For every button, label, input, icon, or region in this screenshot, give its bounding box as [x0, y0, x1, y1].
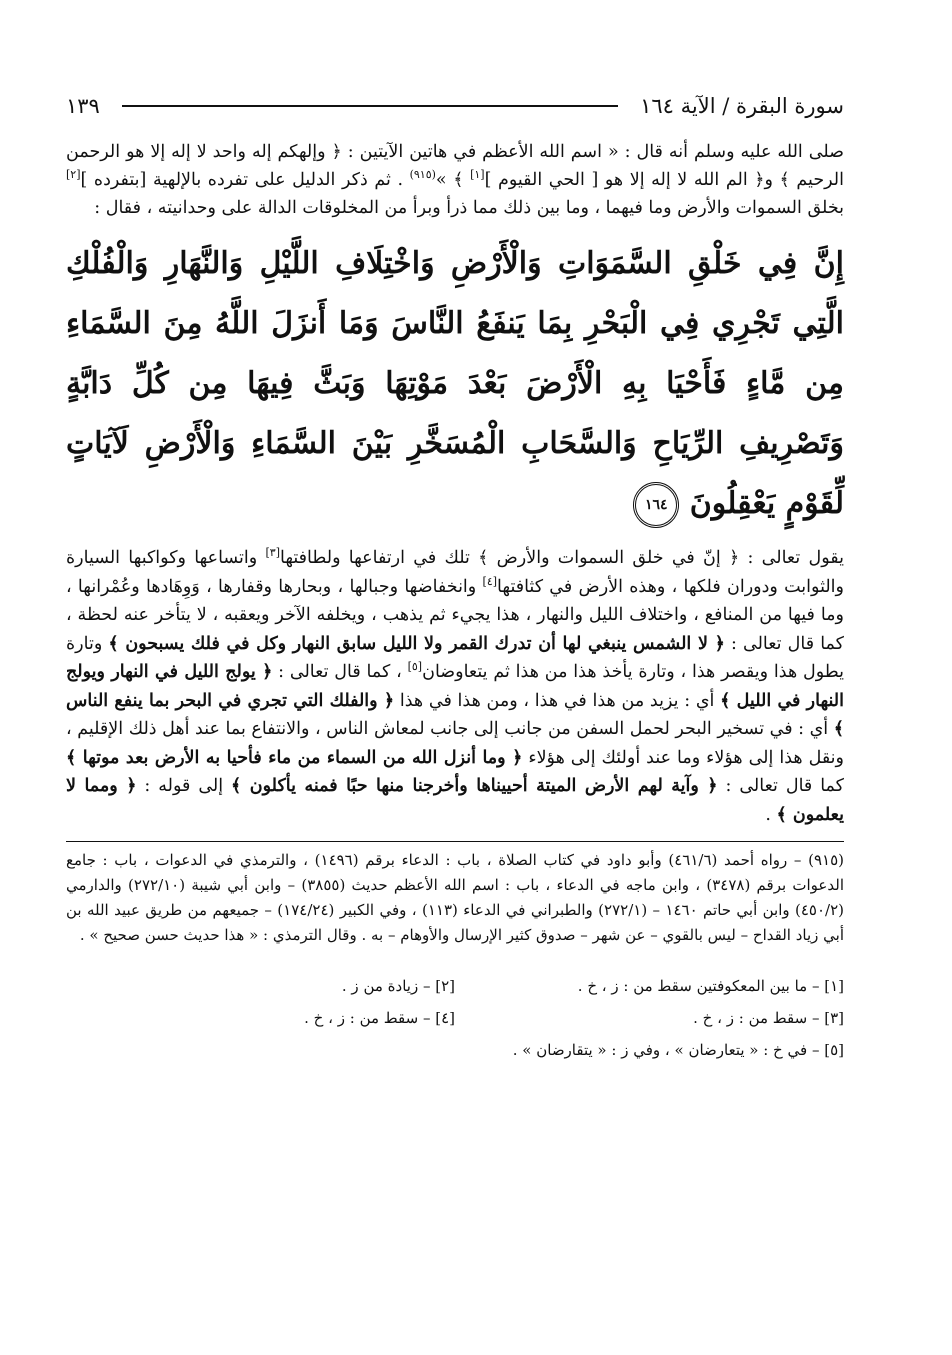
commentary-text: أي : في تسخير البحر لحمل السفن من جانب إلى جانب لمعاش الناس ، والانتفاع بما عند أهل ذلك الإقليم ، ونقل هذا إلى هؤلاء وما عند أولئك إلى هؤلاء — [66, 719, 844, 768]
commentary-text: . — [765, 804, 777, 825]
note-1: [١] – ما بين المعكوفتين سقط من : ز ، خ . — [577, 977, 844, 995]
commentary-text: ، كما قال تعالى : — [272, 662, 408, 682]
note-3: [٣] – سقط من : ز ، خ . — [693, 1009, 844, 1027]
commentary-paragraph — [66, 544, 844, 829]
notes-row — [66, 1002, 844, 1034]
note-5: [٥] – في خ : « يتعارضان » ، وفي ز : « يتقارضان » . — [512, 1041, 844, 1059]
running-header — [66, 88, 844, 124]
quoted-verse: ﴿ لا الشمس ينبغي لها أن تدرك القمر ولا الليل سابق النهار وكل في فلك يسبحون ﴾ — [108, 633, 725, 654]
commentary-text: واتساعها وكواكبها السيارة والثوابت ودوران فلكها ، وهذه الأرض في كثافتها — [66, 548, 844, 597]
quoted-verse: ﴿ يولج الليل في النهار ويولج النهار في الليل ﴾ — [66, 662, 844, 711]
notes-row — [66, 970, 844, 1002]
commentary-text: إلى قوله : — [136, 776, 232, 796]
manuscript-notes — [66, 970, 844, 1066]
quoted-verse: ﴿ وما أنزل الله من السماء من ماء فأحيا به الأرض بعد موتها ﴾ — [66, 747, 523, 768]
note-ref-4: [٤] — [482, 574, 498, 588]
note-2: [٢] – زيادة من ز . — [341, 977, 455, 995]
ayah-number-marker: ١٦٤ — [633, 482, 679, 528]
commentary-text: كما قال تعالى : — [717, 776, 844, 796]
quran-verse — [66, 234, 844, 534]
surah-title: سورة البقرة / الآية ١٦٤ — [640, 94, 844, 118]
hadith-footnote: (٩١٥) – رواه أحمد (٤٦١/٦) وأبو داود في كتاب الصلاة ، باب : الدعاء برقم (١٤٩٦) ، والترمذي في الدعوات ، باب : جامع الدعوات برقم (٣٤٧٨) ، وابن ماجه في الدعاء ، باب : اسم الله الأعظم حديث (٣٨٥٥) – وابن أبي شيبة (٢٧٢/١٠) والدارمي (٤٥٠/٢) وابن أبي حاتم ١٤٦٠ – (٢٧٢/١) والطبراني في الدعاء (١١٣) ، وفي الكبير (١٧٤/٢٤) – جميعهم من طريق عبيد الله بن أبي زياد القداح – ليس بالقوي – عن شهر – صدوق كثير الإرسال والأوهام – به . وقال الترمذي : « هذا حديث حسن صحيح » . — [66, 841, 844, 948]
quoted-verse: ﴿ ومما لا يعلمون ﴾ — [66, 776, 844, 825]
footnote-ref-915: (٩١٥) — [409, 168, 436, 182]
verse-text: إِنَّ فِي خَلْقِ السَّمَوَاتِ وَالْأَرْضِ وَاخْتِلَافِ اللَّيْلِ وَالنَّهَارِ وَالْفُلْكِ الَّتِي تَجْرِي فِي الْبَحْرِ بِمَا يَنفَعُ النَّاسَ وَمَا أَنزَلَ اللَّهُ مِنَ السَّمَاءِ مِن مَّاءٍ فَأَحْيَا بِهِ الْأَرْضَ بَعْدَ مَوْتِهَا وَبَثَّ فِيهَا مِن كُلِّ دَابَّةٍ وَتَصْرِيفِ الرِّيَاحِ وَالسَّحَابِ الْمُسَخَّرِ بَيْنَ السَّمَاءِ وَالْأَرْضِ لَآيَاتٍ لِّقَوْمٍ يَعْقِلُونَ — [66, 246, 844, 521]
page-number: ١٣٩ — [66, 94, 100, 118]
note-ref-2: [٢] — [66, 168, 81, 182]
note-ref-1: [١] — [470, 168, 485, 182]
commentary-text: وانخفاضها وجبالها ، وبحارها وقفارها ، وَوِهَادها وعُمْرانها ، وما فيها من المنافع ، واختلاف الليل والنهار ، هذا يجيء ثم يذهب ، ويخلفه الآخر ويعقبه ، لا يتأخر عنه لحظة ، كما قال تعالى : — [66, 576, 844, 654]
intro-text-2: ﴾ » — [435, 170, 471, 190]
note-4: [٤] – سقط من : ز ، خ . — [304, 1009, 455, 1027]
intro-paragraph — [66, 138, 844, 222]
note-ref-3: [٣] — [265, 546, 280, 560]
intro-text-1: صلى الله عليه وسلم أنه قال : « اسم الله الأعظم في هاتين الآيتين : ﴿ وإلهكم إله واحد لا إله إلا هو الرحمن الرحيم ﴾ و﴿ الم الله لا إله إلا هو [ الحي القيوم ] — [66, 142, 844, 190]
quoted-verse: ﴿ وآية لهم الأرض الميتة أحييناها وأخرجنا منها حبًا فمنه يأكلون ﴾ — [231, 776, 718, 796]
intro-text-3: . ثم ذكر الدليل على تفرده بالإلهية [بتفرده ] — [80, 170, 410, 190]
header-rule — [122, 105, 618, 107]
commentary-text: وتارة يطول هذا ويقصر هذا ، وتارة يأخذ هذا من هذا ثم يتعاوضان — [66, 633, 844, 682]
note-ref-5: [٥] — [407, 660, 423, 674]
notes-row — [66, 1034, 844, 1066]
quoted-verse: ﴿ والفلك التي تجري في البحر بما ينفع الناس ﴾ — [66, 690, 844, 739]
commentary-text: يقول تعالى : ﴿ إنّ في خلق السموات والأرض ﴾ تلك في ارتفاعها ولطافتها — [280, 548, 844, 568]
intro-text-4: بخلق السموات والأرض وما فيهما ، وما بين ذلك مما ذرأ وبرأ من المخلوقات الدالة على وحدانيته ، فقال : — [94, 198, 844, 218]
commentary-text: أي : يزيد من هذا في هذا ، ومن هذا في هذا — [394, 690, 721, 711]
book-page — [66, 88, 844, 1066]
